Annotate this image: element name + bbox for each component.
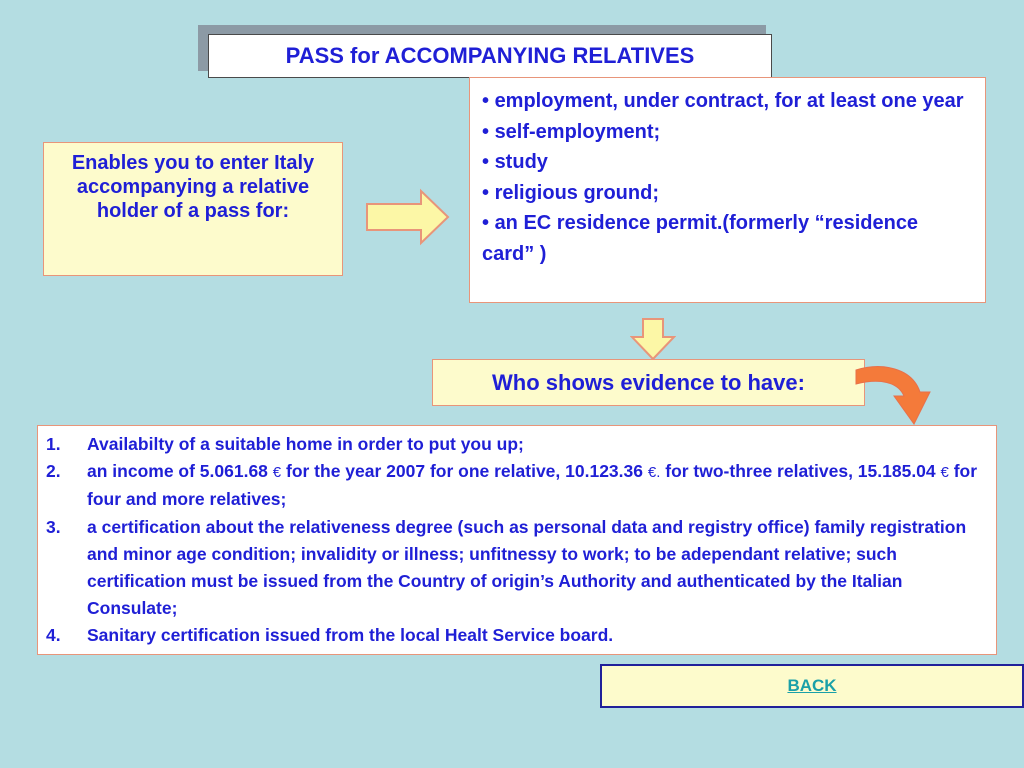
back-button-box — [600, 664, 1024, 708]
item-text: an income of 5.061.68 — [87, 461, 273, 482]
list-item — [46, 431, 982, 458]
page-title — [208, 34, 772, 78]
item-text: for the year 2007 for one relative, 10.123.36 — [281, 461, 648, 482]
requirements-box — [37, 425, 997, 655]
euro-sign: €. — [647, 464, 661, 482]
list-item: • an EC residence permit.(formerly “residence card” ) — [482, 208, 975, 269]
list-item: • self-employment; — [482, 117, 975, 148]
item-text: Availabilty of a suitable home in order to put you up; — [87, 434, 524, 454]
item-text: for two-three relatives, 15.185.04 — [660, 461, 941, 482]
pass-types-box — [469, 77, 986, 303]
item-number: 2. — [46, 461, 61, 482]
page-title-text: PASS for ACCOMPANYING RELATIVES — [285, 43, 695, 68]
right-arrow-icon — [365, 188, 451, 246]
item-text: Sanitary certification issued from the local Healt Service board. — [87, 625, 614, 646]
requirements-list — [46, 431, 982, 650]
enables-box — [43, 142, 343, 276]
curved-arrow-icon — [852, 362, 942, 432]
back-link[interactable]: BACK — [787, 676, 837, 695]
list-item: • study — [482, 147, 975, 178]
euro-sign: € — [940, 464, 949, 482]
item-number: 3. — [46, 516, 61, 537]
item-text: for four and more relatives; — [87, 461, 978, 510]
euro-sign: € — [272, 464, 282, 482]
enables-text: Enables you to enter Italy accompanying a relative holder of a pass for: — [71, 152, 315, 222]
item-number: 1. — [46, 434, 61, 454]
list-item — [46, 514, 982, 623]
list-item — [46, 622, 982, 649]
item-number: 4. — [46, 625, 61, 646]
pass-types-list — [482, 86, 975, 269]
list-item: • employment, under contract, for at least one year — [482, 86, 975, 117]
who-shows-evidence-label: Who shows evidence to have: — [492, 369, 805, 395]
item-text: a certification about the relativeness degree (such as personal data and registry office) family registration and minor age condition; invalidity or illness; unfitnessy to work; to be adependant relative; such certification must be issued from the Country of origin’s Authority and authenticated by the Italian Consulate; — [87, 516, 967, 619]
down-arrow-icon — [630, 317, 676, 361]
list-item — [46, 458, 982, 513]
who-shows-evidence-box — [432, 359, 865, 406]
list-item: • religious ground; — [482, 178, 975, 209]
